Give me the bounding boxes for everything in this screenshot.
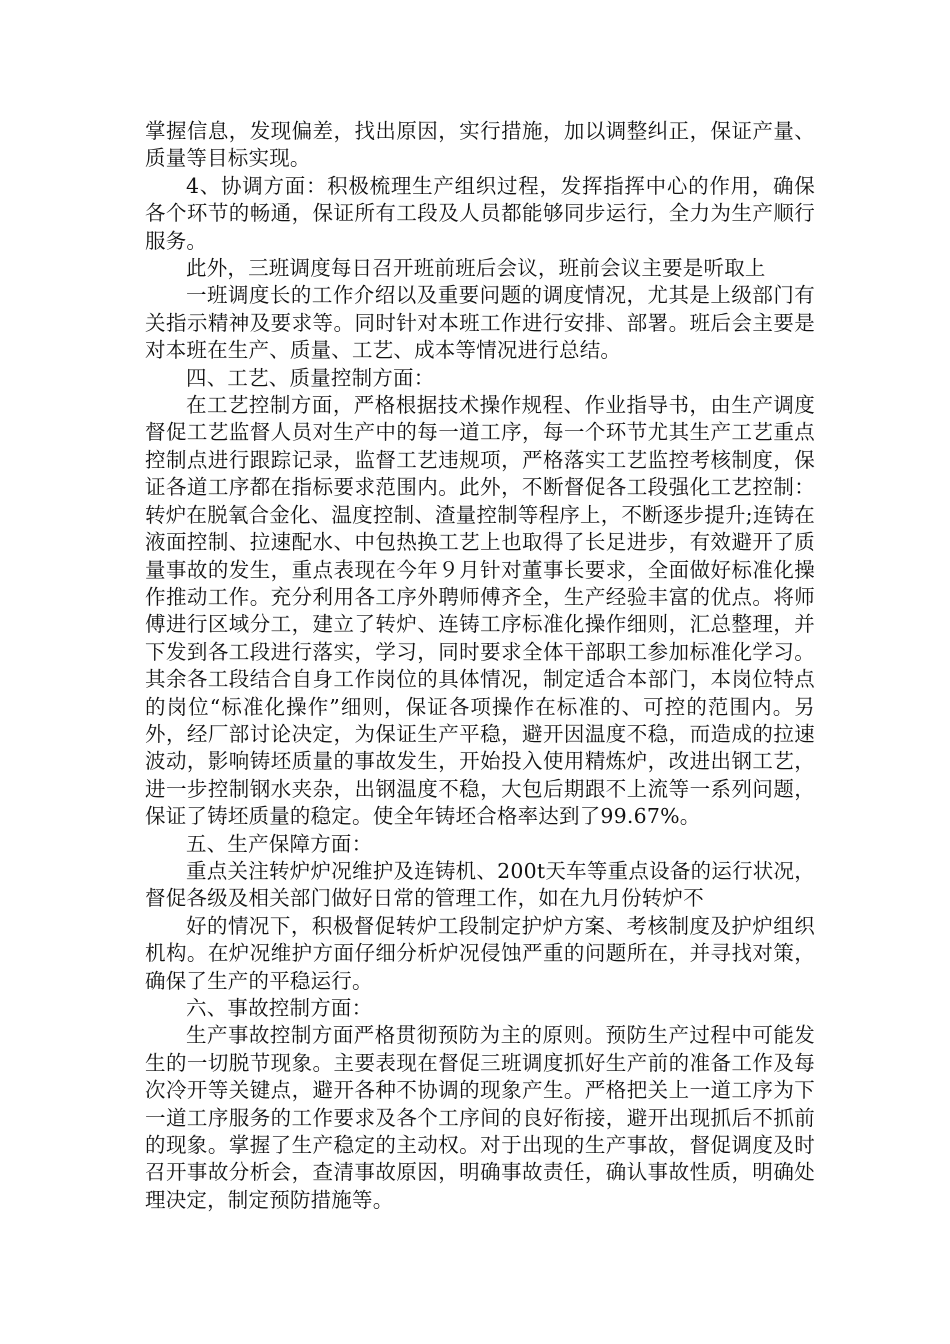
paragraph-continuation: 掌握信息，发现偏差，找出原因，实行措施，加以调整纠正，保证产量、质量等目标实现。 <box>145 119 815 171</box>
section-heading-accident-control: 六、事故控制方面： <box>186 996 373 1020</box>
document-body <box>145 118 815 1214</box>
paragraph-accident-control: 生产事故控制方面严格贯彻预防为主的原则。预防生产过程中可能发生的一切脱节现象。主要表现在督促三班调度抓好生产前的准备工作及每次冷开等关键点，避开各种不协调的现象产生。严格把关上一道工序为下一道工序服务的工作要求及各个工序间的良好衔接，避开出现抓后不抓前的现象。掌握了生产稳定的主动权。对于出现的生产事故，督促调度及时召开事故分析会，查清事故原因，明确事故责任，确认事故性质，明确处理决定，制定预防措施等。 <box>145 1023 815 1212</box>
paragraph-meetings-continued: 一班调度长的工作介绍以及重要问题的调度情况，尤其是上级部门有关指示精神及要求等。同时针对本班工作进行安排、部署。班后会主要是对本班在生产、质量、工艺、成本等情况进行总结。 <box>145 283 815 363</box>
paragraph-meetings: 此外，三班调度每日召开班前班后会议，班前会议主要是听取上 <box>186 256 766 281</box>
paragraph-furnace-maintenance: 好的情况下，积极督促转炉工段制定护炉方案、考核制度及护炉组织机构。在炉况维护方面仔细分析炉况侵蚀严重的问题所在，并寻找对策，确保了生产的平稳运行。 <box>145 913 815 993</box>
paragraph-process-control: 在工艺控制方面，严格根据技术操作规程、作业指导书，由生产调度督促工艺监督人员对生产中的每一道工序，每一个环节尤其生产工艺重点控制点进行跟踪记录，监督工艺违规项，严格落实工艺监控考核制度，保证各道工序都在指标要求范围内。此外，不断督促各工段强化工艺控制：转炉在脱氧合金化、温度控制、渣量控制等程序上，不断逐步提升;连铸在液面控制、拉速配水、中包热换工艺上也取得了长足进步，有效避开了质量事故的发生，重点表现在今年９月针对董事长要求，全面做好标准化操作推动工作。充分利用各工序外聘师傅齐全，生产经验丰富的优点。将师傅进行区域分工，建立了转炉、连铸工序标准化操作细则，汇总整理，并下发到各工段进行落实，学习，同时要求全体干部职工参加标准化学习。其余各工段结合自身工作岗位的具体情况，制定适合本部门，本岗位特点的岗位“标准化操作”细则，保证各项操作在标准的、可控的范围内。另外，经厂部讨论决定，为保证生产平稳，避开因温度不稳，而造成的拉速波动，影响铸坯质量的事故发生，开始投入使用精炼炉，改进出钢工艺，进一步控制钢水夹杂，出钢温度不稳，大包后期跟不上流等一系列问题，保证了铸坯质量的稳定。使全年铸坯合格率达到了99.67%。 <box>145 393 815 829</box>
paragraph-equipment: 重点关注转炉炉况维护及连铸机、200t天车等重点设备的运行状况，督促各级及相关部门做好日常的管理工作，如在九月份转炉不 <box>145 858 815 911</box>
section-heading-production-support: 五、生产保障方面： <box>186 831 373 856</box>
section-heading-process-quality: 四、工艺、质量控制方面： <box>186 365 435 390</box>
paragraph-coordination: 4、协调方面：积极梳理生产组织过程，发挥指挥中心的作用，确保各个环节的畅通，保证所有工段及人员都能够同步运行，全力为生产顺行服务。 <box>145 173 815 253</box>
